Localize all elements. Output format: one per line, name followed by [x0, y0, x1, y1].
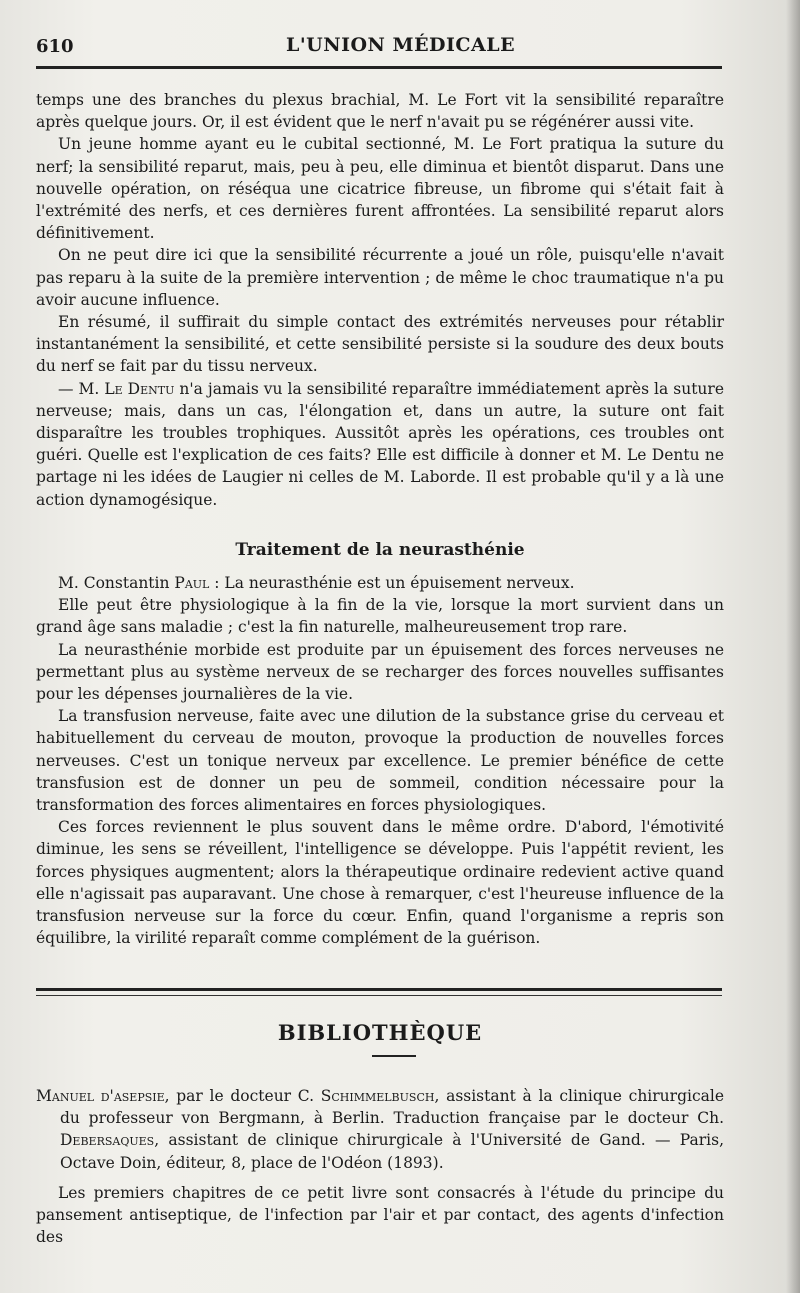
text-run: M. Constantin: [58, 574, 175, 592]
text-run: , assistant de clinique chirurgicale à l'Université de Gand. — Paris, Octave Doin, éditeur, 8, place de l'Odéon (1893).: [60, 1131, 724, 1172]
bibliotheque-text: [36, 1085, 724, 1248]
page-number: 610: [36, 36, 74, 57]
paragraph: temps une des branches du plexus brachial, M. Le Fort vit la sensibilité reparaître après quelque jours. Or, il est évident que le nerf n'avait pu se régénérer aussi vite.: [36, 91, 724, 132]
author-name: Le Dentu: [104, 379, 175, 398]
bibliotheque-title: BIBLIOTHÈQUE: [277, 1020, 483, 1045]
section-title: Traitement de la neurasthénie: [235, 540, 525, 560]
section-rule-thin: [36, 995, 722, 996]
text-run: — M.: [58, 379, 105, 398]
title-underline: [372, 1055, 416, 1057]
translator-name: Debersaques: [60, 1131, 155, 1150]
text-run: , assistant à la clinique chirurgicale du professeur von Bergmann, à Berlin. Traduction française par le docteur Ch.: [60, 1087, 724, 1128]
page-header: [36, 28, 726, 68]
paragraph: En résumé, il suffirait du simple contact des extrémités nerveuses pour rétablir instantanément la sensibilité, et cette sensibilité persiste si la soudure des deux bouts du nerf se fait par du tissu nerveux.: [36, 313, 724, 376]
paragraph: On ne peut dire ici que la sensibilité récurrente a joué un rôle, puisqu'elle n'avait pas reparu à la suite de la première intervention ; de même le choc traumatique n'a pu avoir aucune influence.: [36, 246, 724, 309]
paragraph: La transfusion nerveuse, faite avec une dilution de la substance grise du cerveau et habituellement du cerveau de mouton, provoque la production de nouvelles forces nerveuses. C'est un tonique nerveux par excellence. Le premier bénéfice de cette transfusion est de donner un peu de sommeil, condition nécessaire pour la transformation des forces alimentaires en forces physiologiques.: [36, 707, 724, 815]
paragraph: Un jeune homme ayant eu le cubital sectionné, M. Le Fort pratiqua la suture du nerf; la sensibilité reparut, mais, peu à peu, elle diminua et bientôt disparut. Dans une nouvelle opération, on réséqua une cicatrice fibreuse, un fibrome qui s'était fait à l'extrémité des nerfs, et ces dernières furent affrontées. La sensibilité reparut alors définitivement.: [36, 135, 724, 243]
header-rule: [36, 66, 722, 69]
paragraph: La neurasthénie morbide est produite par un épuisement des forces nerveuses ne permettant plus au système nerveux de se recharger des forces nouvelles suffisantes pour les dépenses journalières de la vie.: [36, 640, 724, 704]
section-text: [36, 572, 724, 949]
paragraph: Elle peut être physiologique à la fin de la vie, lorsque la mort survient dans un grand âge sans maladie ; c'est la fin naturelle, malheureusement trop rare.: [36, 596, 724, 637]
paragraph: Les premiers chapitres de ce petit livre sont consacrés à l'étude du principe du pansement antiseptique, de l'infection par l'air et par contact, des agents d'infection des: [36, 1183, 724, 1247]
book-title: Manuel d'asepsie: [36, 1087, 165, 1105]
section-rule-thick: [36, 988, 722, 991]
book-entry: [36, 1085, 724, 1174]
paragraph: [36, 378, 724, 511]
text-run: n'a jamais vu la sensibilité reparaître immédiatement après la suture nerveuse; mais, dans un cas, l'élongation et, dans un autre, la suture ont fait disparaître les troubles trophiques. Aussitôt après les opérations, ces troubles ont guéri. Quelle est l'explication de ces faits? Elle est difficile à donner et M. Le Dentu ne partage ni les idées de Laugier ni celles de M. Laborde. Il est probable qu'il y a là une action dynamogésique.: [36, 379, 724, 509]
author-name: Schimmelbusch: [320, 1087, 435, 1105]
text-run: , par le docteur C.: [164, 1087, 321, 1105]
paragraph: Ces forces reviennent le plus souvent dans le même ordre. D'abord, l'émotivité diminue, les sens se réveillent, l'intelligence se développe. Puis l'appétit revient, les forces physiques augmentent; alors la thérapeutique ordinaire redevient active quand elle n'agissait pas auparavant. Une chose à remarquer, c'est l'heureuse influence de la transfusion nerveuse sur la force du cœur. Enfin, quand l'organisme a repris son équilibre, la virilité reparaît comme complément de la guérison.: [36, 818, 724, 948]
intro-text: [36, 89, 724, 511]
page-edge-shadow: [786, 0, 800, 1293]
author-name: Paul: [174, 574, 210, 592]
paragraph: [36, 572, 724, 594]
text-run: : La neurasthénie est un épuisement nerveux.: [209, 574, 575, 592]
running-title: L'UNION MÉDICALE: [286, 34, 516, 56]
